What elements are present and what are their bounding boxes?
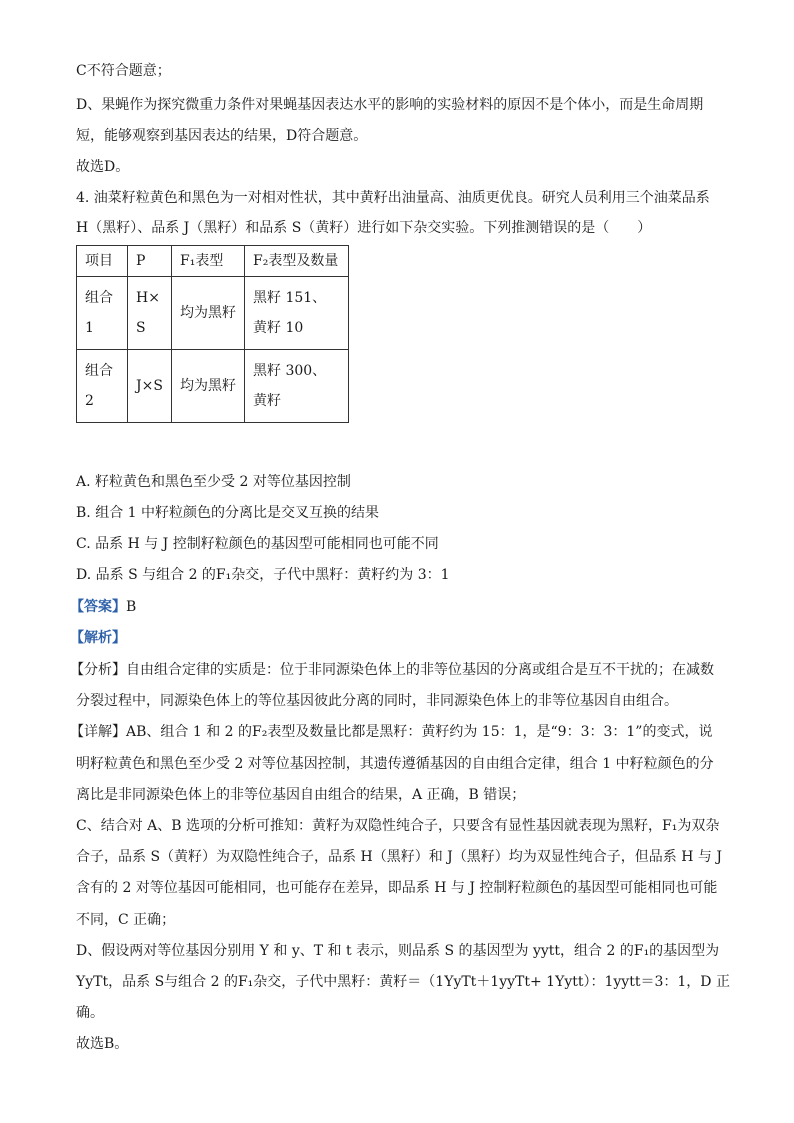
explanation-line: 【详解】AB、组合 1 和 2 的F₂表型及数量比都是黑籽：黄籽约为 15：1，是“9：3：3：1”的变式，说 [70,724,713,740]
explanation-line: D、假设两对等位基因分别用 Y 和 y、T 和 t 表示，则品系 S 的基因型为 yytt，组合 2 的F₁的基因型为 [76,943,720,959]
table-row [77,350,349,423]
question-stem: 4. 油菜籽粒黄色和黑色为一对相对性状，其中黄籽出油量高、油质更优良。研究人员利用三个油菜品系 [76,190,710,206]
cross-experiment-table [76,245,349,423]
table-cell: 均为黑籽 [172,350,245,423]
text-line: 故选D。 [76,159,130,175]
explanation-line: 离比是非同源染色体上的非等位基因自由组合的结果，A 正确，B 错误； [76,787,526,803]
table-header-cell: 项目 [77,246,128,277]
explanation-line: 确。 [76,1005,104,1021]
table-cell: 黑籽 300、黄籽 [245,350,349,423]
table-cell: J×S [128,350,172,423]
explanation-line: 【分析】自由组合定律的实质是：位于非同源染色体上的非等位基因的分离或组合是互不干扰的；在减数 [70,662,714,678]
table-cell: 均为黑籽 [172,277,245,350]
table-header-cell: P [128,246,172,277]
option-d: D. 品系 S 与组合 2 的F₁杂交，子代中黑籽：黄籽约为 3：1 [76,567,450,583]
answer-label: 【答案】 [70,599,126,615]
table-cell: 黑籽 151、黄籽 10 [245,277,349,350]
explanation-line: C、结合对 A、B 选项的分析可推知：黄籽为双隐性纯合子，只要含有显性基因就表现为黑籽，F₁为双杂 [76,818,720,834]
explanation-line: YyTt，品系 S与组合 2 的F₁杂交，子代中黑籽：黄籽＝（1YyTt＋1yyTt+ 1Yytt）：1yytt＝3：1，D 正 [76,974,730,990]
explanation-line: 合子，品系 S（黄籽）为双隐性纯合子，品系 H（黑籽）和 J（黑籽）均为双显性纯合子，但品系 H 与 J [76,849,722,865]
explanation-line: 不同，C 正确； [76,912,176,928]
option-a: A. 籽粒黄色和黑色至少受 2 对等位基因控制 [76,474,351,490]
answer-value: B [126,599,137,615]
analysis-heading: 【解析】 [70,630,126,646]
text-line: D、果蝇作为探究微重力条件对果蝇基因表达水平的影响的实验材料的原因不是个体小，而是生命周期 [76,97,704,113]
explanation-line: 分裂过程中，同源染色体上的等位基因彼此分离的同时，非同源染色体上的非等位基因自由组合。 [76,693,678,709]
question-stem: H（黑籽）、品系 J（黑籽）和品系 S（黄籽）进行如下杂交实验。下列推测错误的是（ ） [76,220,652,236]
answer-line [70,598,136,616]
table-row [77,277,349,350]
table-cell: 组合 2 [77,350,128,423]
explanation-line: 故选B。 [76,1036,129,1052]
table-cell: 组合 1 [77,277,128,350]
table-header-row [77,246,349,277]
table-header-cell: F₁表型 [172,246,245,277]
table-header-cell: F₂表型及数量 [245,246,349,277]
text-line: C不符合题意； [76,63,171,79]
table-cell: H× S [128,277,172,350]
explanation-line: 含有的 2 对等位基因可能相同，也可能存在差异，即品系 H 与 J 控制籽粒颜色的基因型可能相同也可能 [76,880,718,896]
explanation-line: 明籽粒黄色和黑色至少受 2 对等位基因控制，其遗传遵循基因的自由组合定律，组合 1 中籽粒颜色的分 [76,756,714,772]
option-b: B. 组合 1 中籽粒颜色的分离比是交叉互换的结果 [76,505,379,521]
option-c: C. 品系 H 与 J 控制籽粒颜色的基因型可能相同也可能不同 [76,536,439,552]
text-line: 短，能够观察到基因表达的结果，D符合题意。 [76,128,368,144]
